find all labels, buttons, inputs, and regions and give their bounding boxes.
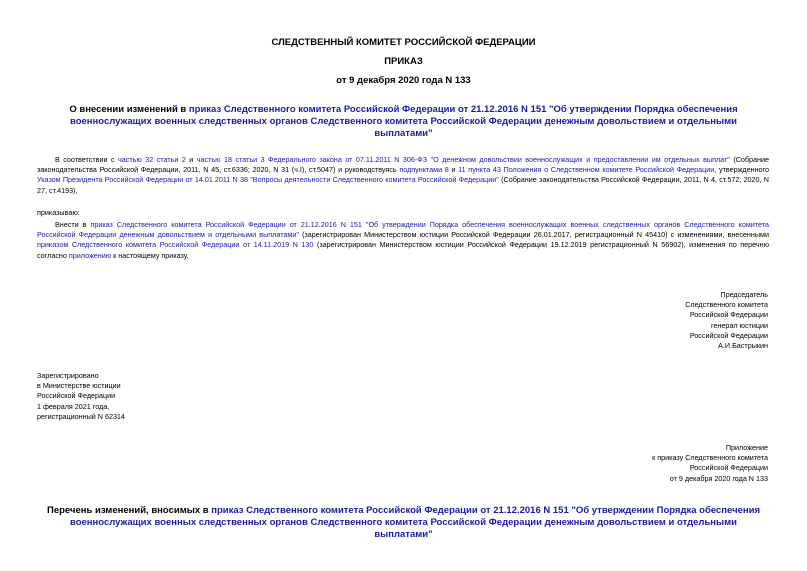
order-link-appendix[interactable]: приложению bbox=[68, 250, 112, 260]
order-text: (зарегистрирован Министерством юстиции Российской Федерации 26.01.2017, регистрационный N 45410) с изменениями, внесенными bbox=[298, 230, 769, 240]
org-name: СЛЕДСТВЕННЫЙ КОМИТЕТ РОССИЙСКОЙ ФЕДЕРАЦИИ bbox=[271, 37, 536, 48]
order-word: приказываю: bbox=[37, 208, 80, 217]
registration-line: Зарегистрировано bbox=[37, 371, 99, 380]
doc-title-prefix: О внесении изменений в bbox=[69, 104, 189, 115]
order-link-order130[interactable]: приказом Следственного комитета Российской Федерации от 14.11.2019 N 130 bbox=[37, 240, 314, 250]
preamble-text: В соответствии с bbox=[55, 155, 119, 164]
list-title bbox=[40, 505, 767, 541]
appendix-line: Приложение bbox=[725, 443, 768, 452]
preamble-link-subitem8[interactable]: подпунктами 8 bbox=[399, 165, 449, 175]
signature-block bbox=[548, 290, 768, 351]
preamble-link-regulation[interactable]: 11 пункта 43 Положения о Следственном комитете Российской Федерации bbox=[458, 165, 715, 175]
registration-line: в Министерстве юстиции bbox=[37, 381, 121, 391]
doc-title-link[interactable]: приказ Следственного комитета Российской Федерации от 21.12.2016 N 151 "Об утверждении Порядка обеспечения военнослужащих военных следственных органов Следственного комитета Российской Федерации денежным довольствием и отдельными выплатами" bbox=[69, 104, 738, 139]
preamble-text: (Собрание законодательства Российской Федерации, 2011, N 4, ст.572; 2020, N 27, ст.4193), bbox=[37, 175, 769, 195]
appendix-block bbox=[528, 443, 768, 484]
order-paragraph bbox=[37, 220, 769, 261]
order-text: (зарегистрирован Министерством юстиции Российской Федерации 19.12.2019 регистрационный N 56902), изменения по перечню согласно bbox=[37, 240, 769, 260]
preamble-link-law-306[interactable]: частью 18 статьи 3 Федерального закона от 07.11.2011 N 306-ФЗ "О денежном довольствии военнослужащих и предоставлении им отдельных выплат" bbox=[196, 155, 730, 164]
signature-line: Российской Федерации bbox=[689, 330, 768, 340]
doc-title bbox=[50, 104, 757, 140]
order-link-order151[interactable]: приказ Следственного комитета Российской Федерации от 21.12.2016 N 151 "Об утверждении Порядка обеспечения военнослужащих военных следственных органов Следственного комитета Российской Федерации денежным довольствием и отдельными выплатами" bbox=[37, 220, 769, 240]
signature-line: А.И.Бастрыкин bbox=[718, 341, 768, 351]
registration-line: Российской Федерации bbox=[37, 391, 116, 401]
registration-line: 1 февраля 2021 года, bbox=[37, 401, 110, 411]
preamble-paragraph bbox=[37, 155, 769, 196]
preamble-link-decree[interactable]: Указом Президента Российской Федерации от 14.01.2011 N 38 "Вопросы деятельности Следственного комитета Российской Федерации" bbox=[37, 175, 499, 185]
preamble-link-part32[interactable]: частью 32 статьи 2 bbox=[118, 155, 186, 164]
preamble-text: и bbox=[448, 165, 459, 175]
preamble-text: и bbox=[185, 155, 197, 164]
list-title-link[interactable]: приказ Следственного комитета Российской Федерации от 21.12.2016 N 151 "Об утверждении Порядка обеспечения военнослужащих военных следственных органов Следственного комитета Российской Федерации денежным довольствием и отдельными выплатами" bbox=[69, 505, 760, 540]
signature-line: генерал юстиции bbox=[710, 320, 768, 330]
preamble-text: (Собрание законодательства Российской Федерации, 2011, N 45, ст.6336; 2020, N 31 (ч.I), ст.5047) и руководствуясь bbox=[37, 155, 769, 175]
registration-block bbox=[37, 371, 257, 422]
appendix-line: к приказу Следственного комитета bbox=[652, 453, 768, 463]
order-text: к настоящему приказу. bbox=[111, 250, 189, 260]
registration-line: регистрационный N 62314 bbox=[37, 411, 125, 421]
list-title-prefix: Перечень изменений, вносимых в bbox=[47, 505, 212, 516]
signature-line: Следственного комитета bbox=[685, 300, 768, 310]
appendix-line: Российской Федерации bbox=[689, 463, 768, 473]
preamble-text: , утвержденного bbox=[714, 165, 769, 175]
appendix-line: от 9 декабря 2020 года N 133 bbox=[669, 473, 768, 483]
doc-date-number: от 9 декабря 2020 года N 133 bbox=[336, 75, 471, 86]
signature-line: Российской Федерации bbox=[689, 310, 768, 320]
doc-type: ПРИКАЗ bbox=[384, 56, 423, 67]
signature-line: Председатель bbox=[720, 290, 768, 299]
order-text: Внести в bbox=[55, 220, 91, 229]
